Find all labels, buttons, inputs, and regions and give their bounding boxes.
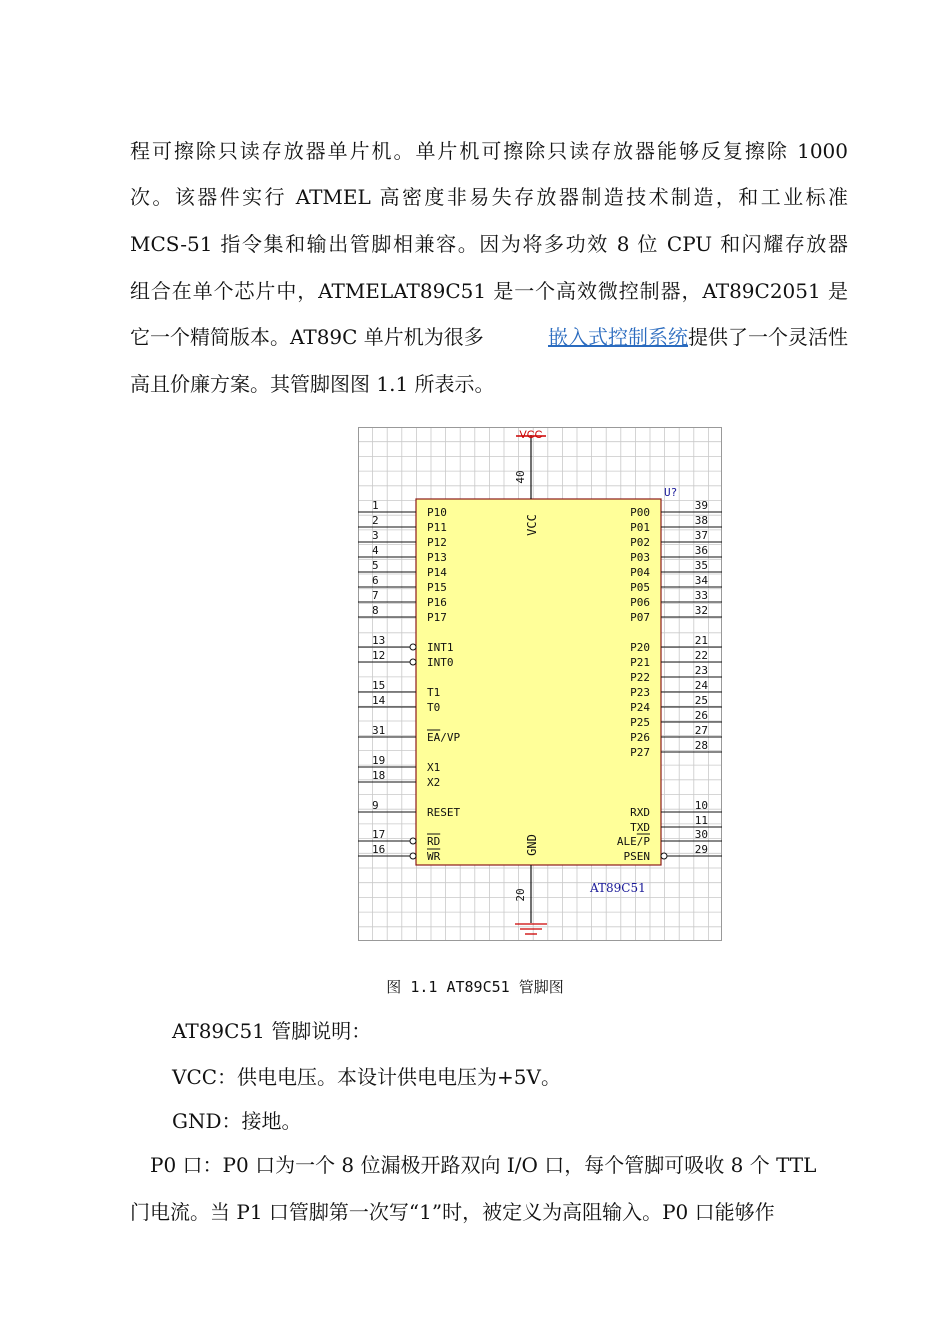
pin-5-name: P14 bbox=[427, 566, 447, 579]
pin-21-name: P20 bbox=[630, 641, 650, 654]
intro-line-5-end: 提供了一个灵活性 bbox=[688, 325, 848, 349]
pin-18-number: 18 bbox=[372, 769, 386, 782]
pin-29-name: PSEN bbox=[623, 850, 650, 863]
pin-37-name: P02 bbox=[630, 536, 650, 549]
pin-39-number: 39 bbox=[694, 499, 708, 512]
pin-12-inverter bbox=[410, 659, 416, 665]
pin-17-name: RD bbox=[427, 835, 441, 848]
pin-17-inverter bbox=[410, 838, 416, 844]
pin-13-name: INT1 bbox=[427, 641, 454, 654]
pin-14-name: T0 bbox=[427, 701, 441, 714]
pin-16-number: 16 bbox=[372, 843, 386, 856]
pin-23-number: 23 bbox=[694, 664, 708, 677]
embedded-control-link[interactable]: 嵌入式控制系统 bbox=[548, 325, 688, 349]
pin-33-name: P06 bbox=[630, 596, 650, 609]
pin-36-number: 36 bbox=[694, 544, 708, 557]
pin-13-number: 13 bbox=[372, 634, 386, 647]
pin-24-name: P23 bbox=[630, 686, 650, 699]
pin-6-name: P15 bbox=[427, 581, 447, 594]
pin-32-number: 32 bbox=[694, 604, 708, 617]
pin-14-number: 14 bbox=[372, 694, 386, 707]
pin-18-name: X2 bbox=[427, 776, 441, 789]
pin-2-number: 2 bbox=[372, 514, 379, 527]
pin-3-name: P12 bbox=[427, 536, 447, 549]
pin-6-number: 6 bbox=[372, 574, 379, 587]
reference-label: U? bbox=[664, 486, 678, 499]
pin-7-name: P16 bbox=[427, 596, 447, 609]
pin-31-name: EA/VP bbox=[427, 731, 461, 744]
pin-30-number: 30 bbox=[694, 828, 708, 841]
pin-12-number: 12 bbox=[372, 649, 386, 662]
pin-34-name: P05 bbox=[630, 581, 650, 594]
pin-3-number: 3 bbox=[372, 529, 379, 542]
pin-22-name: P21 bbox=[630, 656, 650, 669]
pin-26-number: 26 bbox=[694, 709, 708, 722]
pin-12-name: INT0 bbox=[427, 656, 454, 669]
pin-40-number: 40 bbox=[514, 470, 527, 484]
pin-28-number: 28 bbox=[694, 739, 708, 752]
intro-line-4: 组合在单个芯片中，ATMELAT89C51 是一个高效微控制器，AT89C2051 是 bbox=[130, 279, 848, 303]
intro-line-5 bbox=[130, 323, 848, 351]
gnd-inner-label: GND bbox=[525, 834, 539, 856]
pin-10-number: 10 bbox=[694, 799, 708, 812]
pin-36-name: P03 bbox=[630, 551, 650, 564]
pin-15-name: T1 bbox=[427, 686, 441, 699]
pin-26-name: P25 bbox=[630, 716, 650, 729]
pin-4-name: P13 bbox=[427, 551, 447, 564]
p0-description-line-1: P0 口：P0 口为一个 8 位漏极开路双向 I/O 口，每个管脚可吸收 8 个 TTL bbox=[150, 1153, 817, 1177]
pin-17-number: 17 bbox=[372, 828, 386, 841]
pin-29-inverter bbox=[661, 853, 667, 859]
pin-25-number: 25 bbox=[694, 694, 708, 707]
intro-line-5-start: 它一个精简版本。AT89C 单片机为很多 bbox=[130, 325, 484, 349]
pin-21-number: 21 bbox=[694, 634, 708, 647]
pin-4-number: 4 bbox=[372, 544, 379, 557]
intro-line-1: 程可擦除只读存放器单片机。单片机可擦除只读存放器能够反复擦除 1000 bbox=[130, 139, 848, 163]
vcc-label: VCC bbox=[519, 429, 543, 441]
pin-38-number: 38 bbox=[694, 514, 708, 527]
pin-8-number: 8 bbox=[372, 604, 379, 617]
pin-33-number: 33 bbox=[694, 589, 708, 602]
pin-35-number: 35 bbox=[694, 559, 708, 572]
pin-23-name: P22 bbox=[630, 671, 650, 684]
pin-9-number: 9 bbox=[372, 799, 379, 812]
pin-19-name: X1 bbox=[427, 761, 441, 774]
pin-30-name: ALE/P bbox=[616, 835, 650, 848]
figure-caption: 图 1.1 AT89C51 管脚图 bbox=[386, 978, 564, 996]
pin-16-name: WR bbox=[427, 850, 441, 863]
vcc-description: VCC：供电电压。本设计供电电压为+5V。 bbox=[172, 1065, 561, 1089]
at89c51-pinout-figure bbox=[358, 427, 722, 941]
pin-11-name: TXD bbox=[630, 821, 650, 834]
pin-11-number: 11 bbox=[694, 814, 708, 827]
vcc-inner-label: VCC bbox=[525, 514, 539, 536]
part-name: AT89C51 bbox=[590, 881, 646, 895]
pin-1-number: 1 bbox=[372, 499, 379, 512]
pin-24-number: 24 bbox=[694, 679, 708, 692]
pin-20-number: 20 bbox=[514, 888, 527, 902]
pin-27-number: 27 bbox=[694, 724, 708, 737]
pin-5-number: 5 bbox=[372, 559, 379, 572]
intro-line-3: MCS-51 指令集和输出管脚相兼容。因为将多功效 8 位 CPU 和闪耀存放器 bbox=[130, 232, 848, 256]
pin-28-name: P27 bbox=[630, 746, 650, 759]
pin-7-number: 7 bbox=[372, 589, 379, 602]
pin-description-title: AT89C51 管脚说明： bbox=[172, 1019, 372, 1043]
pin-1-name: P10 bbox=[427, 506, 447, 519]
p0-description-line-2: 门电流。当 P1 口管脚第一次写“1”时，被定义为高阻输入。P0 口能够作 bbox=[130, 1200, 775, 1224]
pin-25-name: P24 bbox=[630, 701, 650, 714]
pin-32-name: P07 bbox=[630, 611, 650, 624]
pin-16-inverter bbox=[410, 853, 416, 859]
intro-line-6: 高且价廉方案。其管脚图图 1.1 所表示。 bbox=[130, 372, 495, 396]
pin-38-name: P01 bbox=[630, 521, 650, 534]
pin-8-name: P17 bbox=[427, 611, 447, 624]
pin-9-name: RESET bbox=[427, 806, 461, 819]
pin-27-name: P26 bbox=[630, 731, 650, 744]
pin-29-number: 29 bbox=[694, 843, 708, 856]
pin-10-name: RXD bbox=[630, 806, 650, 819]
pin-19-number: 19 bbox=[372, 754, 386, 767]
pin-22-number: 22 bbox=[694, 649, 708, 662]
pin-37-number: 37 bbox=[694, 529, 708, 542]
gnd-description: GND：接地。 bbox=[172, 1109, 302, 1133]
pin-2-name: P11 bbox=[427, 521, 447, 534]
pin-15-number: 15 bbox=[372, 679, 386, 692]
pin-13-inverter bbox=[410, 644, 416, 650]
pin-35-name: P04 bbox=[630, 566, 650, 579]
pin-34-number: 34 bbox=[694, 574, 708, 587]
pin-31-number: 31 bbox=[372, 724, 386, 737]
intro-line-2: 次。该器件实行 ATMEL 高密度非易失存放器制造技术制造，和工业标准 bbox=[130, 185, 848, 209]
pin-39-name: P00 bbox=[630, 506, 650, 519]
